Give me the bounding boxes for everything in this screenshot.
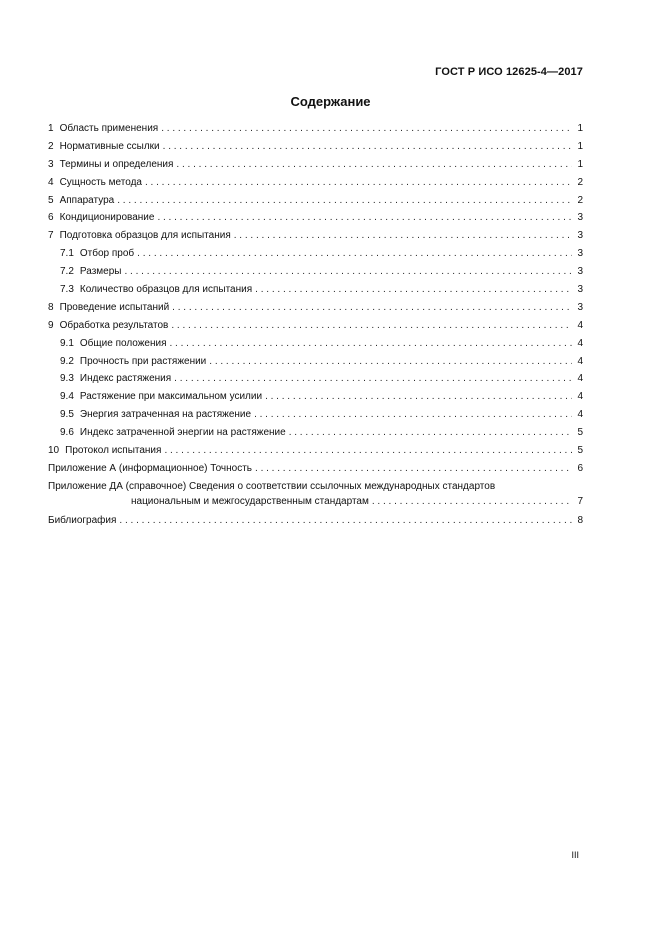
toc-entry-title: Область применения	[59, 123, 159, 134]
toc-entry-page: 4	[577, 373, 583, 385]
toc-entry[interactable]	[48, 299, 583, 317]
toc-entry-number: 7.2	[60, 266, 74, 278]
toc-entry-number: 7	[48, 230, 54, 242]
dot-leader	[234, 227, 572, 245]
dot-leader	[265, 388, 572, 406]
toc-entry[interactable]	[48, 335, 583, 353]
toc-entry-page: 2	[577, 194, 583, 206]
toc-entry-title: Растяжение при максимальном усилии	[79, 391, 263, 403]
toc-entry-number: 3	[48, 158, 54, 170]
toc-entry-page: 1	[577, 158, 583, 170]
toc-entry-title: Термины и определения	[59, 158, 174, 170]
dot-leader	[117, 192, 572, 210]
dot-leader	[172, 299, 572, 317]
toc-entry[interactable]	[48, 227, 583, 245]
toc-entry-number: 7.3	[60, 284, 74, 296]
toc-entry-title: Приложение А (информационное) Точность	[48, 462, 253, 474]
dot-leader	[254, 406, 572, 424]
toc-entry[interactable]	[48, 281, 583, 299]
toc-entry[interactable]	[48, 263, 583, 281]
toc-entry-title: Общие положения	[79, 337, 167, 349]
page-title: Содержание	[290, 94, 371, 109]
toc-entry-title: Индекс затраченной энергии на растяжение	[79, 427, 286, 439]
table-of-contents	[48, 120, 583, 530]
toc-entry-title: Количество образцов для испытания	[79, 284, 253, 296]
toc-entry-title: Индекс растяжения	[79, 373, 172, 385]
toc-entry-title: Приложение ДА (справочное) Сведения о соответствии ссылочных международных стандартов	[48, 480, 496, 492]
dot-leader	[145, 174, 572, 192]
toc-entry-page: 3	[577, 301, 583, 313]
toc-entry-number: 1	[48, 123, 54, 134]
dot-leader	[164, 442, 572, 460]
toc-entry-page: 3	[577, 266, 583, 278]
dot-leader	[163, 138, 572, 156]
toc-entry-title: Отбор проб	[79, 248, 135, 260]
toc-entry-number: 5	[48, 194, 54, 206]
toc-entry[interactable]	[48, 370, 583, 388]
toc-entry[interactable]	[48, 388, 583, 406]
toc-entry[interactable]	[48, 460, 583, 478]
toc-entry-number: 8	[48, 301, 54, 313]
toc-entry-page: 8	[577, 514, 583, 526]
toc-entry-title: Энергия затраченная на растяжение	[79, 409, 252, 421]
toc-entry-page: 4	[577, 391, 583, 403]
toc-entry-number: 9.5	[60, 409, 74, 421]
toc-entry-page: 2	[577, 176, 583, 188]
dot-leader	[255, 460, 572, 478]
toc-entry-page: 3	[577, 284, 583, 296]
toc-entry[interactable]	[48, 156, 583, 174]
toc-entry-title: Кондиционирование	[59, 212, 155, 224]
toc-entry[interactable]	[48, 138, 583, 156]
toc-entry-title: Нормативные ссылки	[59, 140, 160, 152]
toc-entry-page: 4	[577, 319, 583, 331]
toc-entry[interactable]	[48, 406, 583, 424]
toc-entry-page: 5	[577, 445, 583, 457]
standard-code: ГОСТ Р ИСО 12625-4—2017	[435, 66, 583, 78]
toc-entry-number: 10	[48, 445, 60, 457]
toc-entry-page: 4	[577, 355, 583, 367]
toc-entry[interactable]	[48, 317, 583, 335]
toc-entry-page: 1	[577, 140, 583, 152]
toc-entry-title: Подготовка образцов для испытания	[59, 230, 231, 242]
toc-entry-page: 3	[577, 212, 583, 224]
toc-entry[interactable]	[48, 209, 583, 227]
toc-entry-number: 6	[48, 212, 54, 224]
dot-leader	[176, 156, 572, 174]
toc-entry-appendix-da[interactable]	[48, 479, 583, 510]
toc-entry-number: 9.4	[60, 391, 74, 403]
toc-entry-title: Обработка результатов	[59, 319, 169, 331]
toc-entry-page: 6	[577, 462, 583, 474]
toc-entry-number: 9.1	[60, 337, 74, 349]
toc-entry-page: 4	[577, 337, 583, 349]
toc-entry-title: Протокол испытания	[65, 445, 162, 457]
toc-entry[interactable]	[48, 192, 583, 210]
toc-entry-title: Аппаратура	[59, 194, 115, 206]
toc-entry-number: 2	[48, 140, 54, 152]
toc-entry-page: 7	[577, 496, 583, 508]
dot-leader	[137, 245, 572, 263]
dot-leader	[171, 317, 572, 335]
toc-entry-page: 3	[577, 230, 583, 242]
dot-leader	[209, 353, 572, 371]
toc-entry-number: 7.1	[60, 248, 74, 260]
toc-entry-title: Библиография	[48, 514, 117, 526]
toc-entry[interactable]	[48, 174, 583, 192]
dot-leader	[174, 370, 572, 388]
toc-entry-title: Проведение испытаний	[59, 301, 170, 313]
toc-entry-number: 4	[48, 176, 54, 188]
page-number: III	[571, 850, 579, 860]
toc-entry-title: Сущность метода	[59, 176, 142, 188]
toc-entry-title: Прочность при растяжении	[79, 355, 207, 367]
toc-entry-title: Размеры	[79, 266, 122, 278]
toc-entry-number: 9	[48, 319, 54, 331]
dot-leader	[255, 281, 572, 299]
dot-leader	[124, 263, 572, 281]
toc-entry-number: 9.3	[60, 373, 74, 385]
toc-entry[interactable]	[48, 353, 583, 371]
toc-entry-page: 5	[577, 427, 583, 439]
dot-leader	[372, 494, 572, 510]
toc-entry[interactable]	[48, 442, 583, 460]
toc-entry-bibliography[interactable]	[48, 512, 583, 530]
dot-leader	[289, 424, 572, 442]
toc-entry-number: 9.2	[60, 355, 74, 367]
toc-entry[interactable]	[48, 424, 583, 442]
toc-entry-title-continued: национальным и межгосударственным стандартам	[131, 496, 369, 508]
toc-entry[interactable]	[48, 120, 583, 138]
toc-entry-page: 1	[577, 123, 583, 134]
toc-entry-page: 4	[577, 409, 583, 421]
toc-entry[interactable]	[48, 245, 583, 263]
toc-entry-page: 3	[577, 248, 583, 260]
dot-leader	[161, 120, 572, 138]
dot-leader	[157, 209, 572, 227]
dot-leader	[170, 335, 573, 353]
toc-entry-number: 9.6	[60, 427, 74, 439]
dot-leader	[119, 512, 572, 530]
